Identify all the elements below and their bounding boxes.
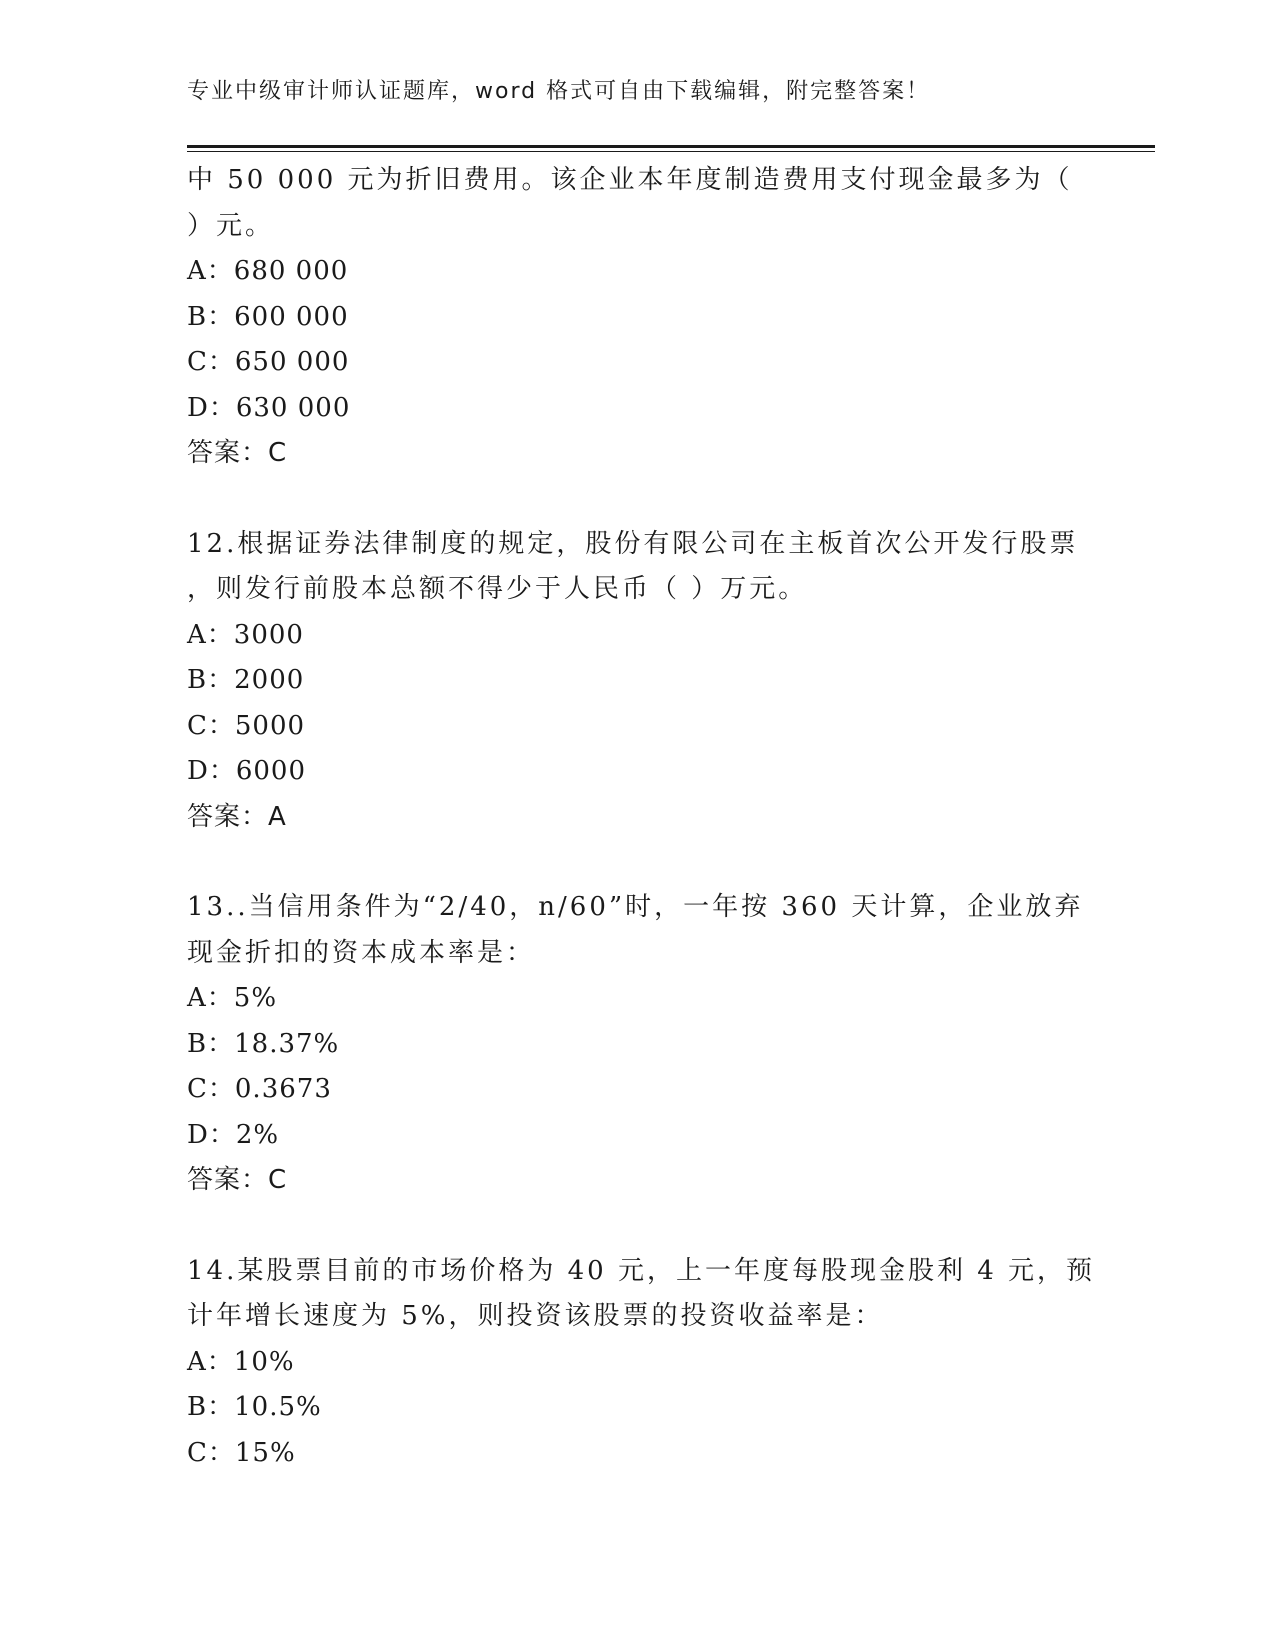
header-rule-thin bbox=[187, 151, 1155, 152]
question-spacer bbox=[187, 477, 1087, 522]
option-b: B：18.37% bbox=[187, 1028, 340, 1059]
page-header: 专业中级审计师认证题库，word 格式可自由下载编辑，附完整答案！ bbox=[187, 79, 931, 104]
question-block bbox=[187, 158, 1087, 477]
option-a: A：3000 bbox=[187, 619, 304, 650]
question-text-line: ）元。 bbox=[187, 210, 275, 241]
answer-line: 答案：C bbox=[187, 1165, 288, 1195]
question-spacer bbox=[187, 840, 1087, 885]
option-a: A：10% bbox=[187, 1346, 295, 1377]
question-block bbox=[187, 1249, 1096, 1477]
option-d: D：630 000 bbox=[187, 392, 351, 423]
question-spacer bbox=[187, 1204, 1087, 1249]
option-c: C：0.3673 bbox=[187, 1074, 332, 1104]
question-text-line: 计年增长速度为 5%，则投资该股票的投资收益率是： bbox=[187, 1301, 884, 1331]
option-b: B：10.5% bbox=[187, 1392, 322, 1422]
option-a: A：5% bbox=[187, 983, 278, 1013]
option-c: C：650 000 bbox=[187, 347, 350, 377]
answer-line: 答案：C bbox=[187, 438, 288, 468]
answer-line: 答案：A bbox=[187, 801, 287, 832]
option-b: B：600 000 bbox=[187, 301, 349, 332]
option-c: C：15% bbox=[187, 1437, 296, 1468]
question-text-line: 14.某股票目前的市场价格为 40 元，上一年度每股现金股利 4 元，预 bbox=[187, 1255, 1096, 1286]
question-text-line: ，则发行前股本总额不得少于人民币（ ）万元。 bbox=[187, 574, 808, 604]
option-b: B：2000 bbox=[187, 665, 305, 695]
option-d: D：6000 bbox=[187, 756, 307, 786]
question-text-line: 12.根据证券法律制度的规定，股份有限公司在主板首次公开发行股票 bbox=[187, 528, 1079, 559]
question-block bbox=[187, 522, 1087, 841]
option-d: D：2% bbox=[187, 1119, 280, 1150]
option-c: C：5000 bbox=[187, 710, 306, 741]
option-a: A：680 000 bbox=[187, 256, 349, 286]
question-text-line: 中 50 000 元为折旧费用。该企业本年度制造费用支付现金最多为（ bbox=[187, 165, 1073, 195]
question-text-line: 13..当信用条件为“2/40，n/60”时，一年按 360 天计算，企业放弃 bbox=[187, 892, 1084, 922]
question-block bbox=[187, 885, 1087, 1204]
header-rule-thick bbox=[187, 145, 1155, 148]
question-text-line: 现金折扣的资本成本率是： bbox=[187, 937, 536, 968]
question-list bbox=[187, 158, 1096, 1476]
